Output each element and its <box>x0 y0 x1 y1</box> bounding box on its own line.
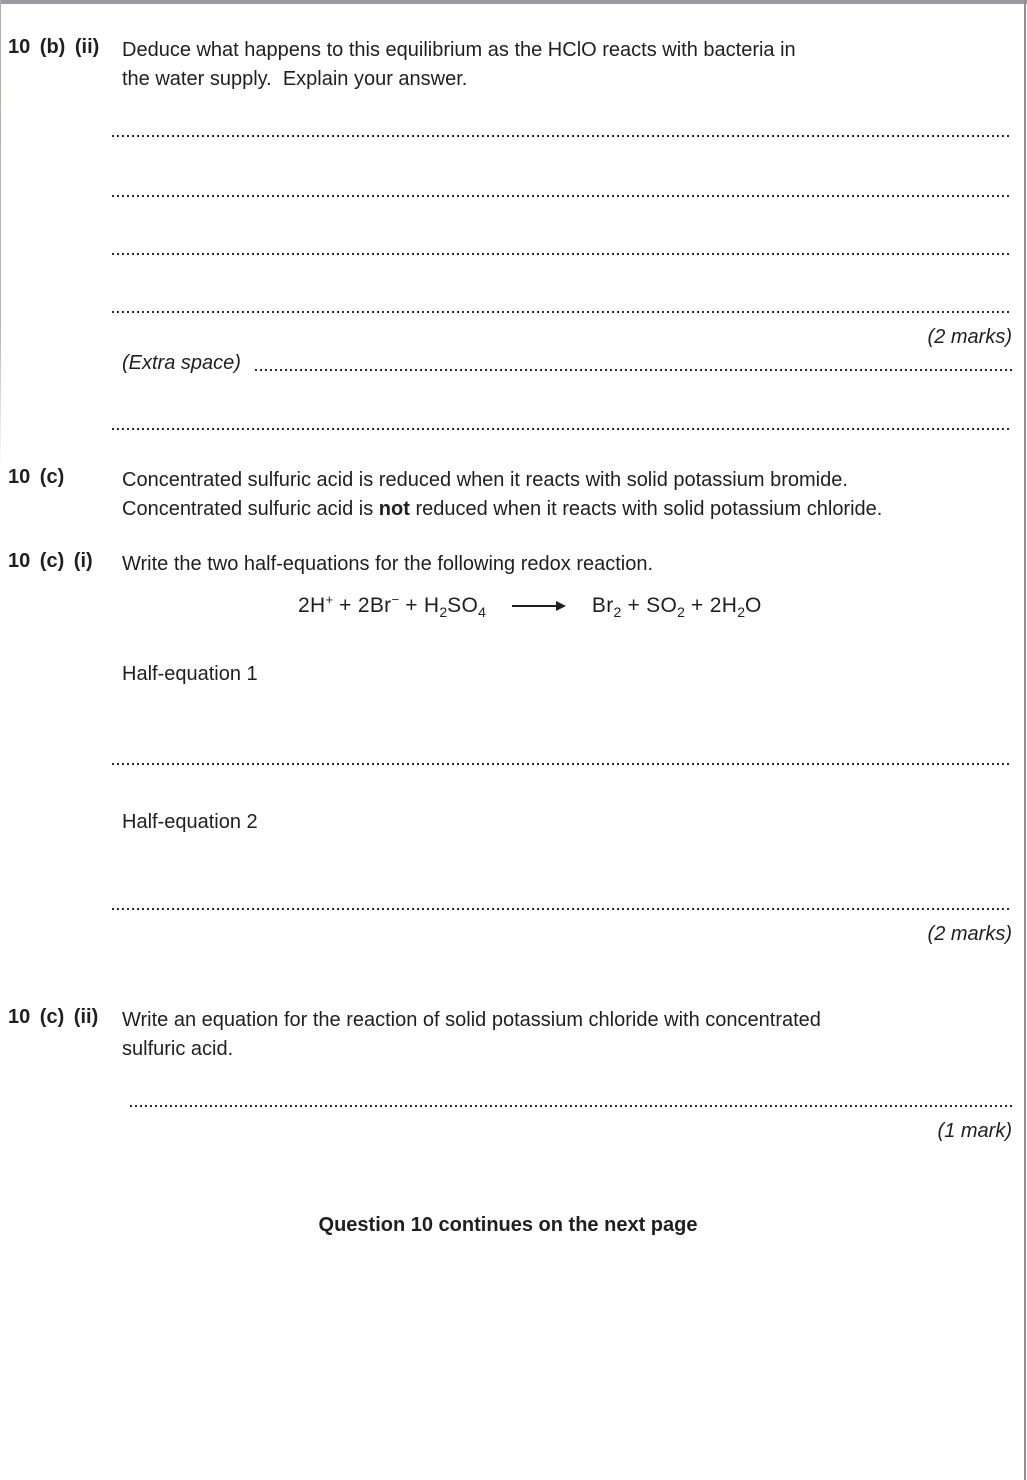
reaction-equation: $2H^+ + 2Br^- + H_2SO_4$ $Br_2 + SO_2 + 2H_2O$ <box>298 592 762 620</box>
page-right-edge <box>1024 0 1026 1480</box>
page-left-edge <box>0 0 1 470</box>
answer-dotted-line <box>112 908 1012 910</box>
marks-label: (2 marks) <box>927 326 1012 348</box>
answer-dotted-line <box>112 311 1012 313</box>
right-arrow-icon <box>512 599 566 613</box>
extra-space-label: (Extra space) <box>122 352 241 374</box>
answer-dotted-line <box>112 195 1012 197</box>
question-label-c: 10 (c) <box>8 466 65 488</box>
question-prompt-line: the water supply. Explain your answer. <box>122 68 468 90</box>
question-prompt-line: Concentrated sulfuric acid is not reduced when it reacts with solid potassium chloride. <box>122 498 883 520</box>
question-label-c-i: 10 (c) (i) <box>8 550 93 572</box>
question-prompt-line: Concentrated sulfuric acid is reduced when it reacts with solid potassium bromide. <box>122 469 848 491</box>
answer-dotted-line <box>112 763 1012 765</box>
answer-dotted-line <box>112 135 1012 137</box>
question-label-b-ii: 10 (b) (ii) <box>8 36 100 58</box>
page-top-edge <box>0 0 1027 4</box>
marks-label: (2 marks) <box>927 923 1012 945</box>
question-prompt-line: Deduce what happens to this equilibrium as the HClO reacts with bacteria in <box>122 39 796 61</box>
question-prompt-line: Write an equation for the reaction of solid potassium chloride with concentrated <box>122 1009 821 1031</box>
question-label-c-ii: 10 (c) (ii) <box>8 1006 99 1028</box>
question-prompt-line: Write the two half-equations for the following redox reaction. <box>122 553 654 575</box>
answer-dotted-line <box>130 1105 1012 1107</box>
question-prompt-line: sulfuric acid. <box>122 1038 234 1060</box>
answer-dotted-line <box>112 428 1012 430</box>
half-equation-1-label: Half-equation 1 <box>122 663 258 685</box>
marks-label: (1 mark) <box>937 1120 1012 1142</box>
answer-dotted-line <box>112 253 1012 255</box>
answer-dotted-line <box>255 369 1012 371</box>
half-equation-2-label: Half-equation 2 <box>122 811 258 833</box>
footer-continuation-note: Question 10 continues on the next page <box>318 1214 698 1236</box>
